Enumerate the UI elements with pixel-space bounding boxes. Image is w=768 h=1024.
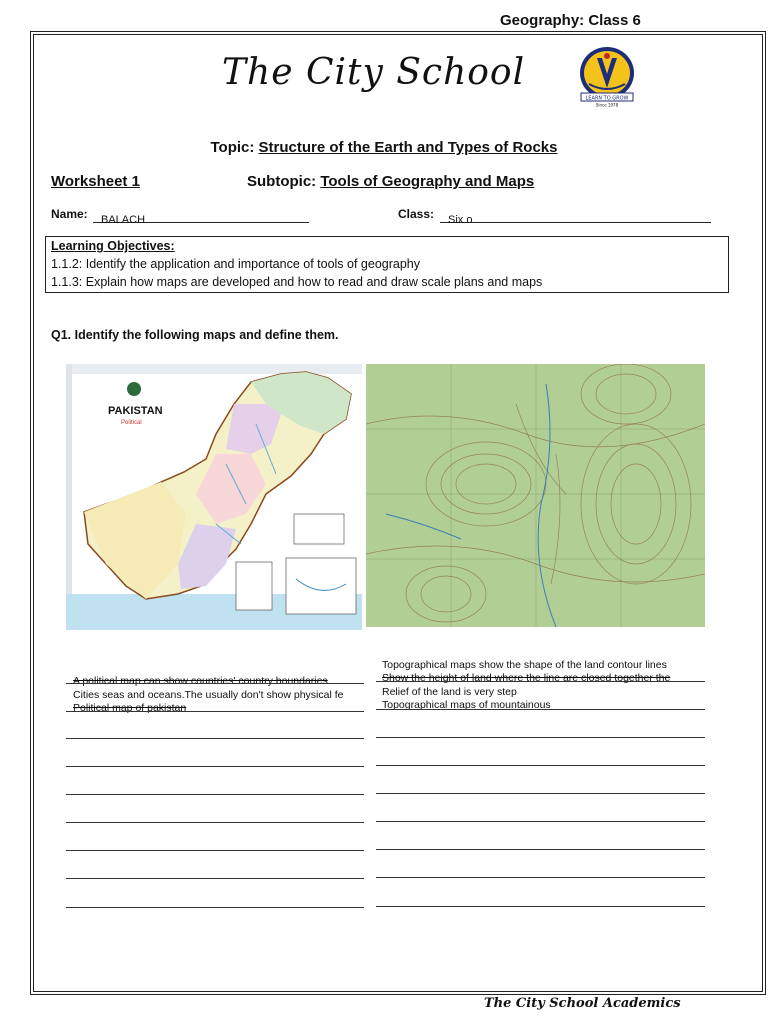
footer-text: The City School Academics: [484, 996, 681, 1011]
answer-rule: [376, 765, 705, 766]
answer-rule: [376, 681, 705, 682]
answer-rule: [376, 709, 705, 710]
subject-class-header: Geography: Class 6: [500, 12, 641, 29]
worksheet-label: Worksheet 1: [51, 173, 140, 190]
topic-value: Structure of the Earth and Types of Rocks: [258, 139, 558, 156]
answer-rule: [66, 850, 364, 851]
svg-text:LEARN TO GROW: LEARN TO GROW: [585, 95, 629, 102]
answer-rule: [376, 849, 705, 850]
topic-line: [0, 139, 768, 156]
answer-rule: [66, 794, 364, 795]
objective-item: 1.1.3: Explain how maps are developed and how to read and draw scale plans and maps: [51, 275, 543, 289]
answer-right-line: Relief of the land is very step: [382, 686, 517, 698]
school-logo: [575, 44, 639, 108]
answer-rule: [376, 877, 705, 878]
answer-left-line: Cities seas and oceans.The usually don't show physical fe: [73, 689, 344, 701]
school-title: The City School: [222, 52, 526, 93]
svg-text:PAKISTAN: PAKISTAN: [108, 405, 163, 417]
answer-rule: [376, 793, 705, 794]
answer-left-line: A political map can show countries' country boundaries: [73, 675, 328, 687]
topic-label: Topic:: [210, 139, 255, 156]
name-field[interactable]: [93, 207, 309, 226]
learning-objectives-box: [45, 236, 729, 293]
class-label: Class:: [398, 207, 435, 221]
class-value: Six o: [448, 214, 473, 226]
answer-left-line: Political map of pakistan: [73, 702, 187, 714]
subtopic-line: [247, 173, 534, 190]
answer-rule: [66, 766, 364, 767]
subtopic-value: Tools of Geography and Maps: [320, 173, 535, 190]
answer-rule: [376, 821, 705, 822]
answer-rule: [66, 878, 364, 879]
svg-text:Since 1978: Since 1978: [595, 102, 619, 108]
objective-item: 1.1.2: Identify the application and importance of tools of geography: [51, 257, 420, 271]
name-label: Name:: [51, 207, 88, 221]
answer-right-line: Topographical maps show the shape of the land contour lines: [382, 659, 667, 671]
topographic-map-image: [366, 364, 705, 627]
name-value: BALACH: [101, 214, 146, 226]
answer-rule: [66, 738, 364, 739]
answer-rule: [66, 822, 364, 823]
answer-rule: [66, 711, 364, 712]
political-map-image: [66, 364, 362, 630]
answer-rule: [376, 906, 705, 907]
question-text: Q1. Identify the following maps and define them.: [51, 328, 339, 342]
answer-rule: [66, 683, 364, 684]
answer-right-line: Show the height of land where the line are closed together the: [382, 672, 671, 684]
svg-text:Political: Political: [121, 420, 142, 426]
objectives-heading: Learning Objectives:: [51, 239, 175, 253]
subtopic-label: Subtopic:: [247, 173, 317, 190]
answer-rule: [66, 907, 364, 908]
class-field[interactable]: [440, 207, 711, 226]
answer-right-line: Topographical maps of mountainous: [382, 699, 551, 711]
answer-rule: [376, 737, 705, 738]
